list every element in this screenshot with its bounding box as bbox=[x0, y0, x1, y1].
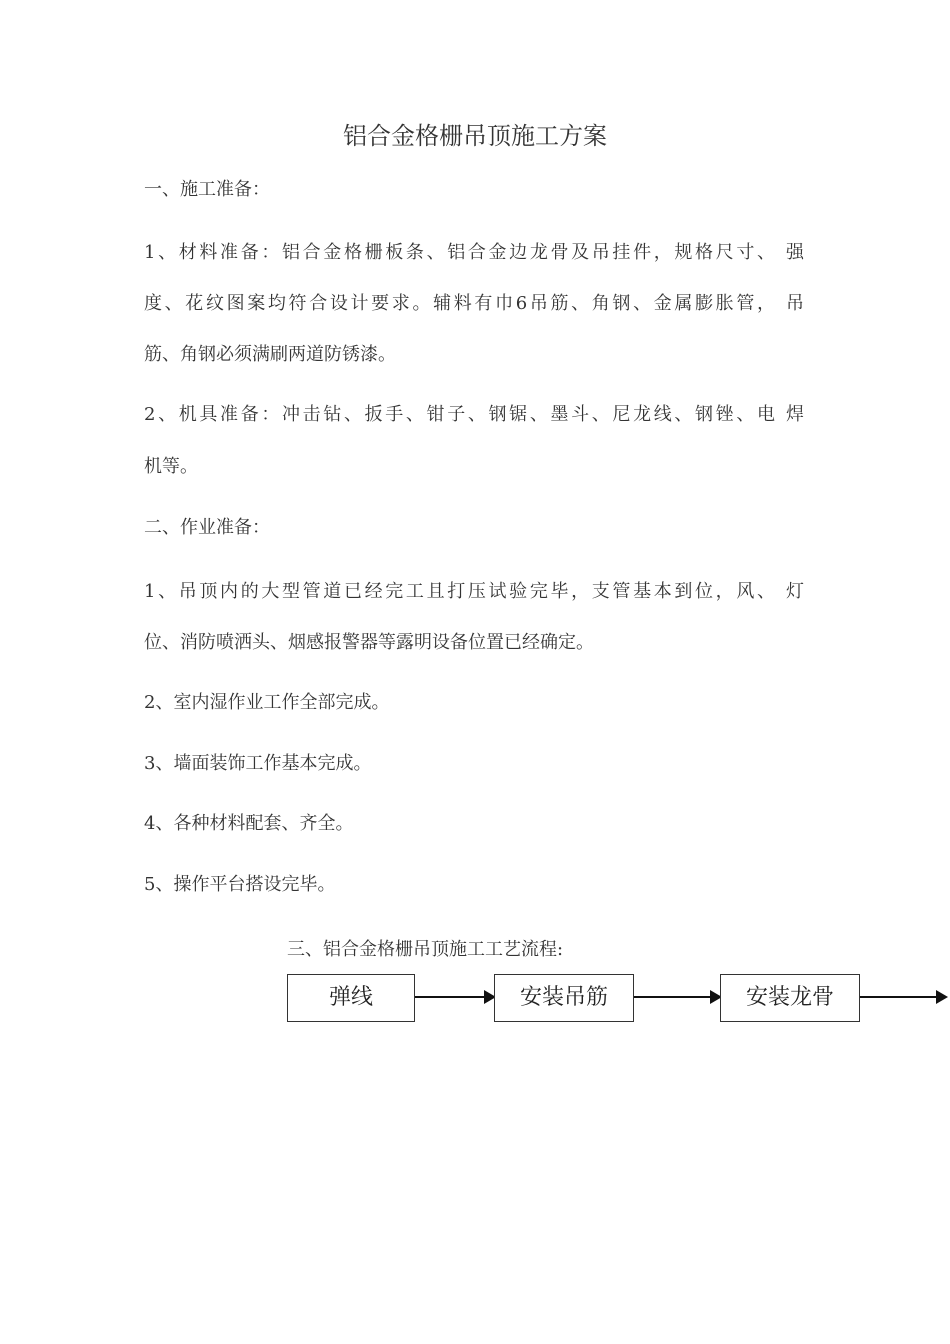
flow-arrow bbox=[860, 996, 946, 998]
paragraph-line: 1、吊顶内的大型管道已经完工且打压试验完毕，支管基本到位，风、 灯 bbox=[144, 581, 804, 602]
list-item: 5、操作平台搭设完毕。 bbox=[144, 874, 336, 895]
section-heading-2: 二、作业准备： bbox=[144, 517, 270, 538]
document-title: 铝合金格栅吊顶施工方案 bbox=[343, 122, 607, 150]
flow-arrow bbox=[415, 996, 494, 998]
flow-step-box: 安装吊筋 bbox=[494, 974, 634, 1022]
section-heading-1: 一、施工准备： bbox=[144, 179, 270, 200]
paragraph-line: 筋、角钢必须满刷两道防锈漆。 bbox=[144, 344, 396, 365]
flow-arrow bbox=[634, 996, 720, 998]
paragraph-line: 度、花纹图案均符合设计要求。辅料有巾6吊筋、角钢、金属膨胀管， 吊 bbox=[144, 293, 804, 314]
list-item: 4、各种材料配套、齐全。 bbox=[144, 813, 354, 834]
paragraph-line: 2、机具准备：冲击钻、扳手、钳子、钢锯、墨斗、尼龙线、钢锉、电 焊 bbox=[144, 404, 804, 425]
list-item: 2、室内湿作业工作全部完成。 bbox=[144, 692, 390, 713]
section-heading-3: 三、铝合金格栅吊顶施工工艺流程: bbox=[287, 939, 564, 960]
list-item: 3、墙面装饰工作基本完成。 bbox=[144, 753, 372, 774]
flow-step-box: 弹线 bbox=[287, 974, 415, 1022]
paragraph-line: 1、材料准备：铝合金格栅板条、铝合金边龙骨及吊挂件，规格尺寸、 强 bbox=[144, 242, 804, 263]
process-flow-diagram bbox=[0, 970, 950, 1030]
paragraph-line: 机等。 bbox=[144, 456, 198, 477]
paragraph-line: 位、消防喷洒头、烟感报警器等露明设备位置已经确定。 bbox=[144, 632, 594, 653]
flow-step-box: 安装龙骨 bbox=[720, 974, 860, 1022]
